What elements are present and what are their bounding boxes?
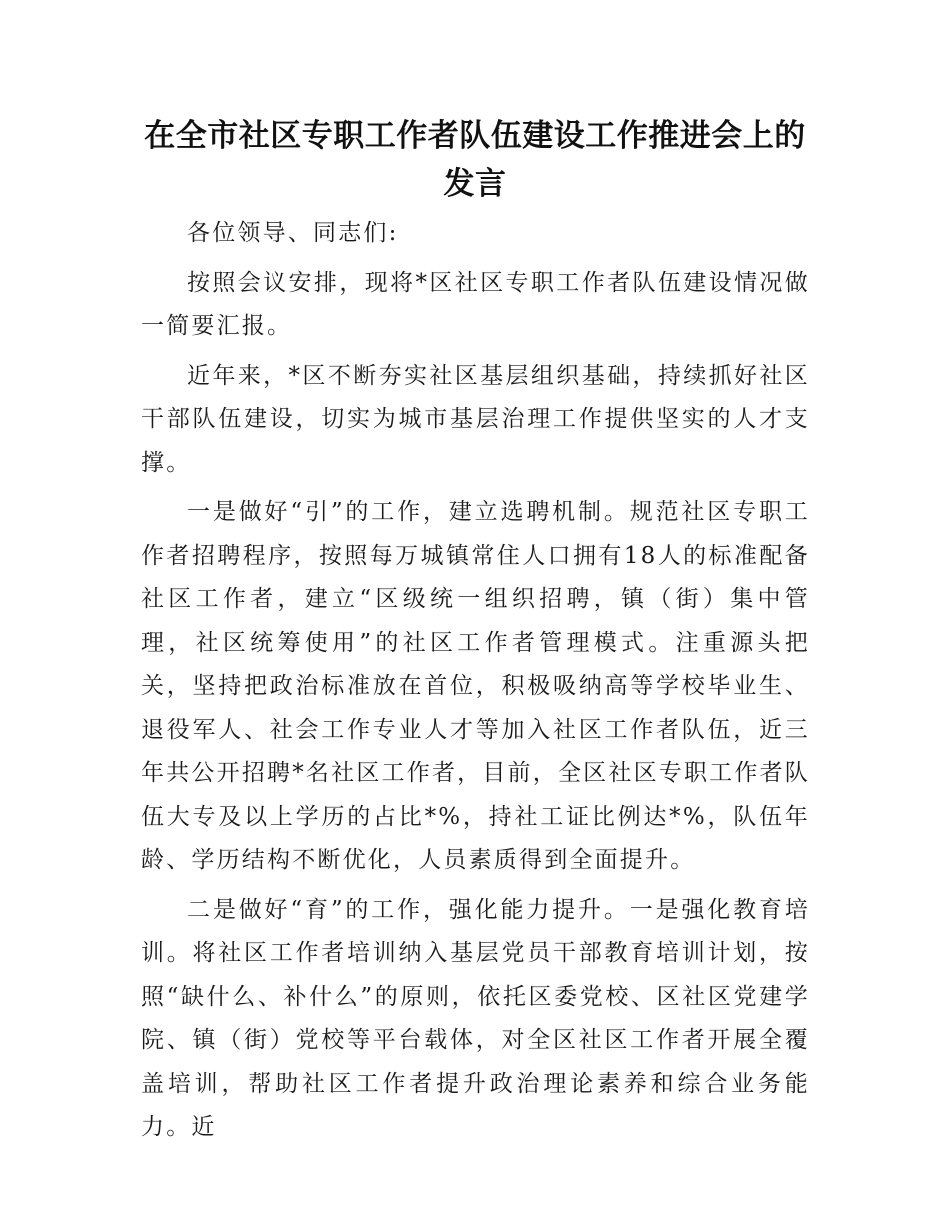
paragraph-overview: 近年来，*区不断夯实社区基层组织基础，持续抓好社区干部队伍建设，切实为城市基层治理工作提供坚实的人才支撑。 [141, 362, 810, 476]
paragraph-salutation: 各位领导、同志们: [187, 220, 399, 246]
paragraph-recruitment: 一是做好“引”的工作，建立选聘机制。规范社区专职工作者招聘程序，按照每万城镇常住人口拥有18人的标准配备社区工作者，建立“区级统一组织招聘，镇（街）集中管理，社区统筹使用”的社区工作者管理模式。注重源头把关，坚持把政治标准放在首位，积极吸纳高等学校毕业生、退役军人、社会工作专业人才等加入社区工作者队伍，近三年共公开招聘*名社区工作者，目前，全区社区专职工作者队伍大专及以上学历的占比*%，持社工证比例达*%，队伍年龄、学历结构不断优化，人员素质得到全面提升。 [141, 499, 810, 873]
paragraph-intro: 按照会议安排，现将*区社区专职工作者队伍建设情况做一简要汇报。 [141, 269, 810, 339]
document-title: 在全市社区专职工作者队伍建设工作推进会上的发言 [144, 118, 806, 202]
document-body [141, 212, 810, 1156]
paragraph-training: 二是做好“育”的工作，强化能力提升。一是强化教育培训。将社区工作者培训纳入基层党员干部教育培训计划，按照“缺什么、补什么”的原则，依托区委党校、区社区党建学院、镇（街）党校等平台载体，对全区社区工作者开展全覆盖培训，帮助社区工作者提升政治理论素养和综合业务能力。近 [141, 896, 810, 1140]
